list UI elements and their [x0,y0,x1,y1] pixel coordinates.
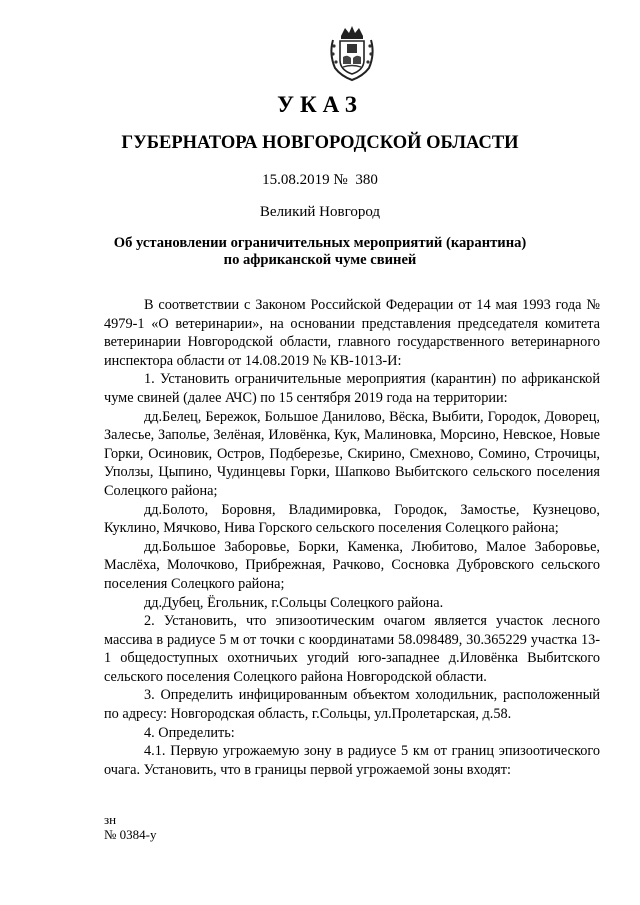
document-number: 380 [355,172,378,188]
issuing-authority: ГУБЕРНАТОРА НОВГОРОДСКОЙ ОБЛАСТИ [121,133,519,153]
paragraph-item-3: 3. Определить инфицированным объектом холодильник, расположенный по адресу: Новгородская область, г.Сольцы, ул.Пролетарская, д.58. [104,687,600,723]
number-label: № [333,172,348,188]
paragraph-villages-gorskoe: дд.Болото, Боровня, Владимировка, Городок, Замостье, Кузнецово, Куклино, Мячково, Нива Горского сельского поселения Солецкого района; [104,501,600,537]
document-date: 15.08.2019 [262,172,330,188]
subject-line-1: Об установлении ограничительных мероприятий (карантина) [113,235,527,251]
executor-initials: зн [104,812,117,827]
decree-body [104,296,600,779]
paragraph-preamble: В соответствии с Законом Российской Федерации от 14 мая 1993 года № 4979-1 «О ветеринарии», на основании представления председателя комитета ветеринарии Новгородской области, главного государственного ветеринарного инспектора области от 14.08.2019 № КВ-1013-И: [104,297,600,369]
coat-of-arms-emblem-icon [327,24,377,82]
paragraph-item-4-1: 4.1. Первую угрожаемую зону в радиусе 5 км от границ эпизоотического очага. Установить, что в границы первой угрожаемой зоны входят: [104,743,600,778]
issue-city: Великий Новгород [259,204,381,220]
date-number-line [0,172,640,189]
document-footer [104,812,156,842]
paragraph-item-4: 4. Определить: [144,724,235,741]
decree-subject [110,235,530,269]
internal-doc-number: № 0384-у [104,827,157,842]
paragraph-villages-soltsy: дд.Дубец, Ёгольник, г.Сольцы Солецкого района. [144,594,444,611]
paragraph-villages-dubrovskoe: дд.Большое Заборовье, Борки, Каменка, Любитово, Малое Заборовье, Маслёха, Молочково, Прибрежная, Рачково, Сосновка Дубровского сельского поселения Солецкого района; [104,538,600,592]
paragraph-item-1: 1. Установить ограничительные мероприятия (карантин) по африканской чуме свиней (далее АЧС) по 15 сентября 2019 года на территории: [104,371,600,406]
paragraph-item-2: 2. Установить, что эпизоотическим очагом является участок лесного массива в радиусе 5 м от точки с координатами 58.098489, 30.365229 участка 13-1 общедоступных охотничьих угодий юго-западнее д.Иловёнка Выбитского сельского поселения Солецкого района Новгородской области. [104,613,600,685]
paragraph-villages-vybitskoe: дд.Белец, Бережок, Большое Данилово, Вёска, Выбити, Городок, Доворец, Залесье, Заполье, Зелёная, Иловёнка, Кук, Малиновка, Морсино, Невское, Новые Горки, Осиновик, Остров, Подберезье, Скирино, Смехново, Сомино, Строчицы, Уползы, Цыпино, Чудинцевы Горки, Шапково Выбитского сельского поселения Солецкого района; [104,408,600,499]
subject-line-2: по африканской чуме свиней [223,252,417,268]
document-type-title: УКАЗ [277,92,363,117]
